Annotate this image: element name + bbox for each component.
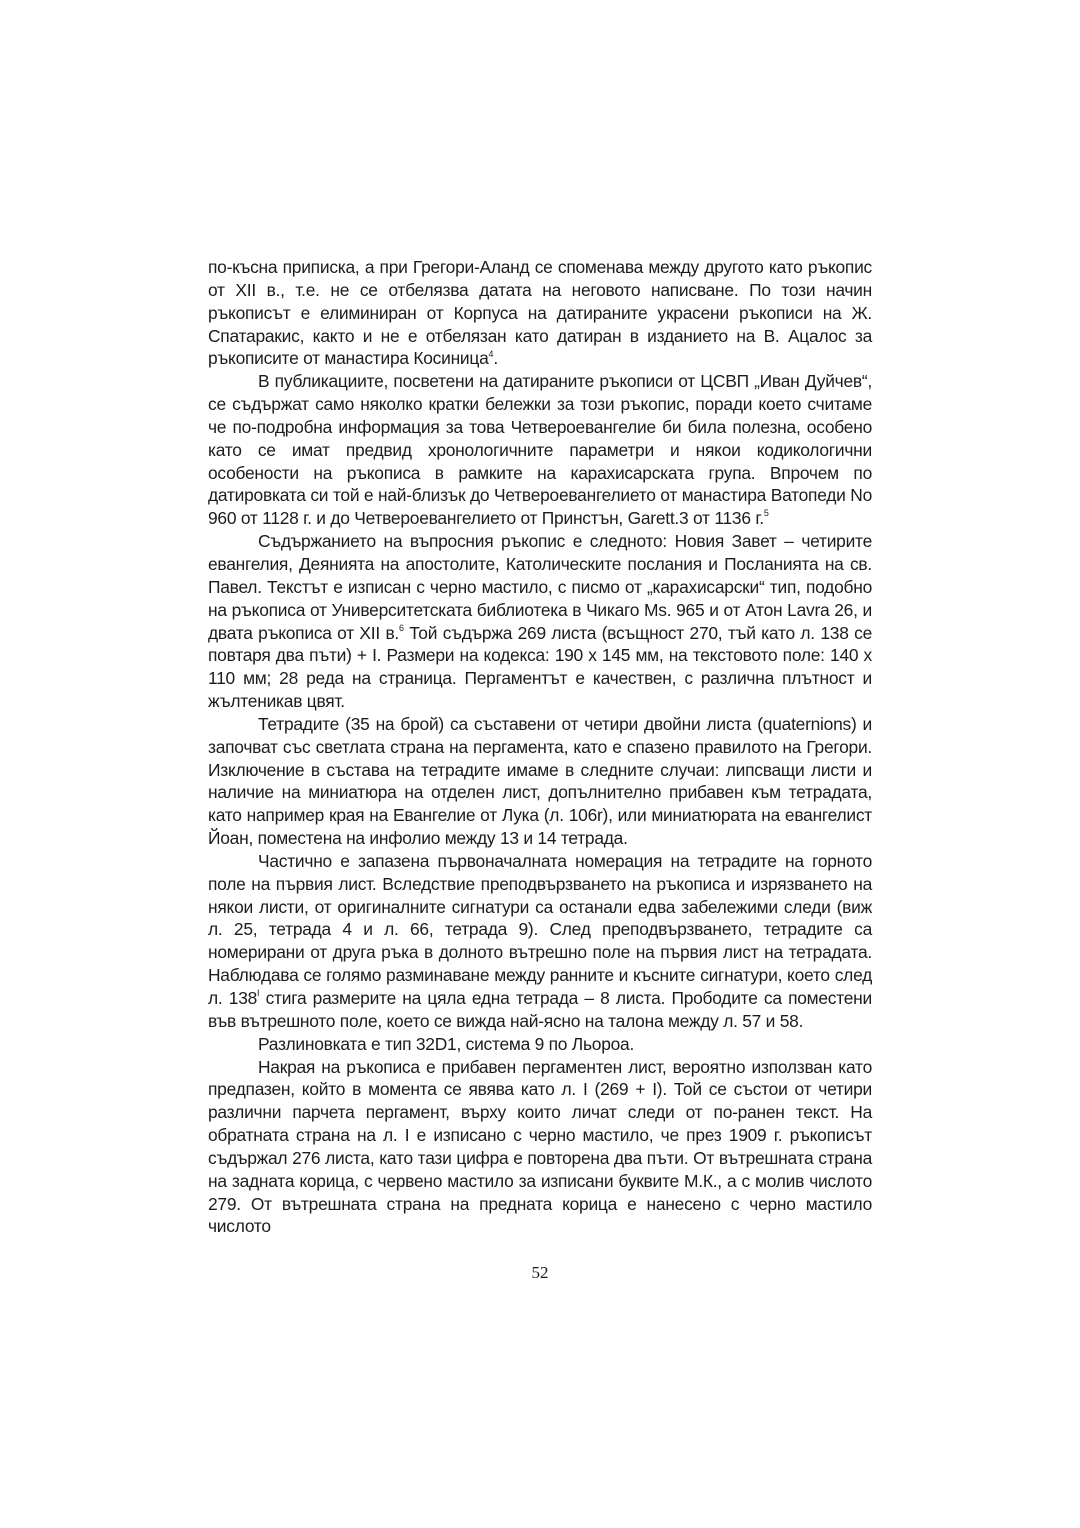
paragraph-3-tail: Той съдържа 269 листа (всъщност 270, тъй като л. 138 се повтаря два пъти) + I. Размери на кодекса: 190 x 145 мм, на текстовото поле: 140 x 110 мм; 28 реда на страница. Пергаментът е качествен, с различна плътност и жълтеникав цвят. [208, 622, 872, 712]
paragraph-7 [208, 1056, 872, 1239]
paragraph-5-text: Частично е запазена първоначалната номерация на тетрадите на горното поле на първия лист. Вследствие преподвързването на ръкописа и изрязването на някои листи, от оригиналните сигнатури са останали едва забележими следи (виж л. 25, тетрада 4 и л. 66, тетрада 9). След преподвързването, тетрадите са номерирани от друга ръка в долното вътрешно поле на първия лист на тетрадата. Наблюдава се голямо разминаване между ранните и късните сигнатури, което след л. 138 [208, 850, 872, 1008]
footnote-ref-5[interactable]: 5 [763, 508, 769, 519]
footnote-ref-6[interactable]: 6 [399, 622, 404, 633]
page-number: 52 [531, 1263, 549, 1282]
paragraph-1-tail: . [493, 348, 498, 369]
paragraph-6 [208, 1033, 872, 1056]
paragraph-3-text: Съдържанието на въпросния ръкопис е следното: Новия Завет – четирите евангелия, Деянията на апостолите, Католическите послания и Посланията на св. Павел. Текстът е изписан с черно мастило, с писмо от „карахисарски“ тип, подобно на ръкописа от Университетската библиотека в Чикаго Ms. 965 и от Атон Lavra 26, и двата ръкописа от XII в. [208, 531, 872, 643]
paragraph-6-text: Разлиновката е тип 32D1, система 9 по Льороа. [258, 1033, 635, 1054]
paragraph-5 [208, 850, 872, 1033]
footnote-ref-4[interactable]: 4 [488, 348, 494, 359]
paragraph-4-text: Тетрадите (35 на брой) са съставени от четири двойни листа (quaternions) и започват със светлата страна на пергамента, като е спазено правилото на Грегори. Изключение в състава на тетрадите имаме в следните случаи: липсващи листи и наличие на миниатюра на отделен лист, допълнително прибавен към тетрадата, като например края на Евангелие от Лука (л. 106r), или миниатюрата на евангелист Йоан, поместена на инфолио между 13 и 14 тетрада. [208, 713, 872, 849]
paragraph-2-text: В публикациите, посветени на датираните ръкописи от ЦСВП „Иван Дуйчев“, се съдържат само няколко кратки бележки за този ръкопис, поради което считаме че по-подробна информация за това Четвероевангелие би била полезна, особено като се имат предвид хронологичните параметри и някои кодикологични особености на ръкописа в рамките на карахисарската група. Впрочем по датировката си той е най-близък до Четвероевангелието от манастира Ватопеди No 960 от 1128 г. и до Четвероевангелието от Принстън, Garett.3 от 1136 г. [208, 371, 872, 529]
superscript-i: I [257, 988, 260, 999]
paragraph-3 [208, 530, 872, 713]
paragraph-2 [208, 370, 872, 530]
paragraph-5-tail: стига размерите на цяла една тетрада – 8 листа. Прободите са поместени във вътрешното поле, което се вижда най-ясно на талона между л. 57 и 58. [208, 988, 872, 1031]
paragraph-1-text: по-късна приписка, а при Грегори-Аланд се споменава между другото като ръкопис от XII в., т.е. не се отбелязва датата на неговото написване. По този начин ръкописът е елиминиран от Корпуса на датираните украсени ръкописи на Ж. Спатаракис, както и не е отбелязан като датиран в изданието на В. Ацалос за ръкописите от манастира Косиница [208, 257, 872, 369]
body-text [208, 256, 872, 1238]
paragraph-4 [208, 713, 872, 850]
paragraph-7-text: Накрая на ръкописа е прибавен пергаментен лист, вероятно използван като предпазен, който в момента се явява като л. I (269 + I). Той се състои от четири различни парчета пергамент, върху които личат следи от по-ранен текст. На обратната страна на л. I е изписано с черно мастило, че през 1909 г. ръкописът съдържал 276 листа, като тази цифра е повторена два пъти. От вътрешната страна на задната корица, с червено мастило за изписани буквите М.К., а с молив числото 279. От вътрешната страна на предната корица е нанесено с черно мастило числото [208, 1056, 872, 1237]
paragraph-1 [208, 256, 872, 370]
